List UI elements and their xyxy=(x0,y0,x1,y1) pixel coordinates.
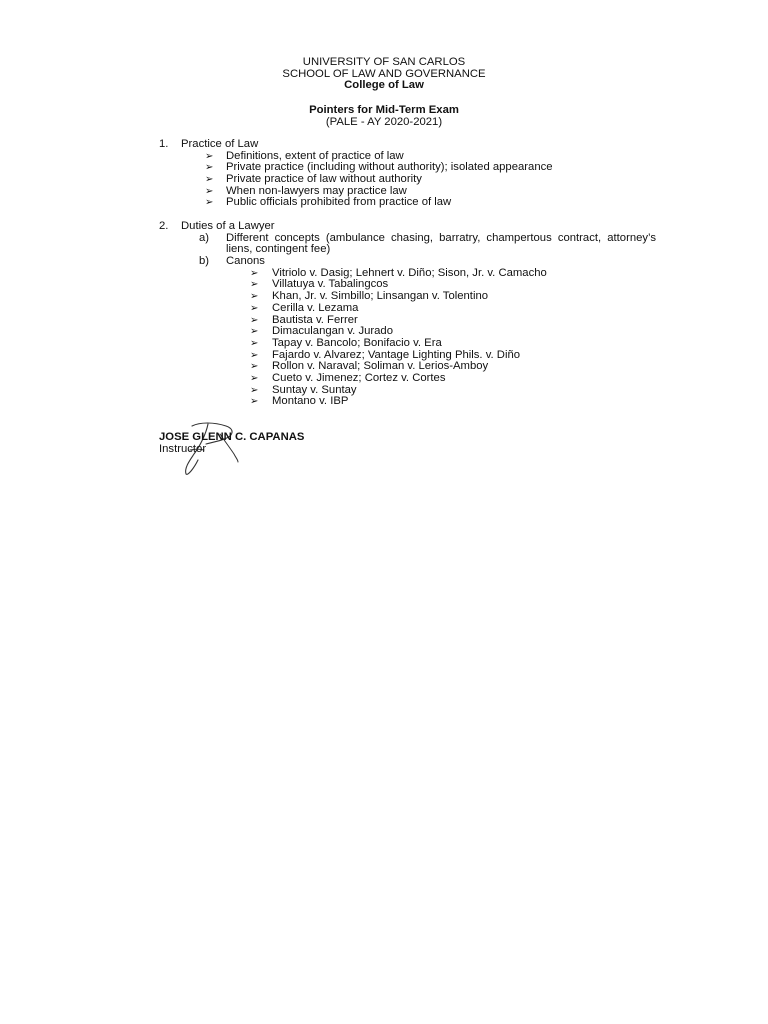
arrowhead-bullet-icon: ➢ xyxy=(205,150,214,162)
subitem-letter: b) xyxy=(199,255,210,268)
instructor-name: JOSE GLENN C. CAPANAS xyxy=(159,431,305,443)
arrowhead-bullet-icon: ➢ xyxy=(205,162,214,174)
arrowhead-bullet-icon: ➢ xyxy=(250,291,259,303)
subitem-text: Canons xyxy=(226,255,265,268)
arrowhead-bullet-icon: ➢ xyxy=(250,396,259,408)
arrowhead-bullet-icon: ➢ xyxy=(250,267,259,279)
school-name: SCHOOL OF LAW AND GOVERNANCE xyxy=(282,67,486,80)
instructor-role: Instructor xyxy=(159,442,207,455)
section-number: 2. xyxy=(159,220,169,232)
arrowhead-bullet-icon: ➢ xyxy=(250,279,259,291)
signature-block xyxy=(159,432,304,455)
arrowhead-bullet-icon: ➢ xyxy=(250,314,259,326)
arrowhead-bullet-icon: ➢ xyxy=(250,337,259,349)
college-name: College of Law xyxy=(344,79,424,92)
subitem-text: Different concepts (ambulance chasing, barratry, champertous contract, attorney’s liens, contingent fee) xyxy=(226,231,656,256)
document-subtitle: (PALE - AY 2020-2021) xyxy=(325,115,443,128)
document-title: Pointers for Mid-Term Exam xyxy=(309,104,459,116)
arrowhead-bullet-icon: ➢ xyxy=(205,174,214,186)
arrowhead-bullet-icon: ➢ xyxy=(250,326,259,338)
arrowhead-bullet-icon: ➢ xyxy=(205,197,214,209)
university-name: UNIVERSITY OF SAN CARLOS xyxy=(302,56,466,68)
arrowhead-bullet-icon: ➢ xyxy=(250,361,259,373)
document-page: UNIVERSITY OF SAN CARLOS SCHOOL OF LAW AND GOVERNANCE College of Law Pointers for Mid-Term Exam (PALE - AY 2020-2021) 1. Practice of Law ➢ Definitions, extent of practice of law ➢ Private practice (including without authority); isolated appearance ➢ Private practice of law without authority ➢ When non-lawyers may practice law ➢ Public officials prohibited from practice of law 2. Duties of a Lawyer a) Different concepts (ambulance chasing, barratry, champertous contract, attorney’s liens, contingent fee) b) Canons ➢ Vitriolo v. Dasig; Lehnert v. Diño; Sison, Jr. v. Camacho ➢ Villatuya v. Tabalingcos ➢ Khan, Jr. v. Simbillo; Linsangan v. Tolentino ➢ Cerilla v. Lezama ➢ Bautista v. Ferrer ➢ Dimaculangan v. Jurado ➢ Tapay v. Bancolo; Bonifacio v. Era ➢ Fajardo v. Alvarez; Vantage Lighting Phils. v. Diño ➢ Rollon v. Naraval; Soliman v. Lerios-Amboy ➢ Cueto v. Jimenez; Cortez v. Cortes ➢ Suntay v. Suntay ➢ Montano v. IBP JOSE GLENN C. CAPANAS Instructor xyxy=(0,0,768,1024)
institution-header xyxy=(0,57,768,92)
arrowhead-bullet-icon: ➢ xyxy=(205,185,214,197)
section-number: 1. xyxy=(159,138,169,150)
subitem-letter: a) xyxy=(199,231,210,244)
section-title: Practice of Law xyxy=(181,138,259,150)
arrowhead-bullet-icon: ➢ xyxy=(250,349,259,361)
arrowhead-bullet-icon: ➢ xyxy=(250,372,259,384)
arrowhead-bullet-icon: ➢ xyxy=(250,384,259,396)
arrowhead-bullet-icon: ➢ xyxy=(250,302,259,314)
document-title-block xyxy=(0,105,768,128)
section-title: Duties of a Lawyer xyxy=(181,220,275,232)
